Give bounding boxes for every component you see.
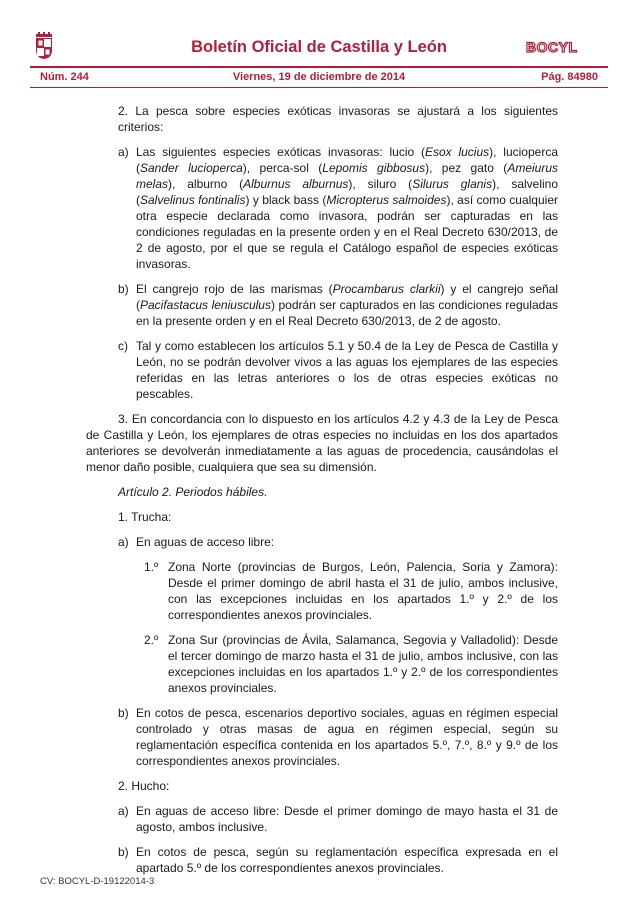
list-item-b bbox=[118, 281, 558, 329]
section-hucho: 2. Hucho: bbox=[118, 779, 170, 793]
item-label: b) bbox=[118, 845, 129, 859]
page-number: Pág. 84980 bbox=[541, 71, 598, 83]
item-text: En aguas de acceso libre: bbox=[136, 535, 275, 549]
page-header bbox=[0, 0, 638, 90]
header-rule-bottom bbox=[30, 87, 608, 88]
hucho-item-b bbox=[118, 844, 558, 876]
trucha-item-b bbox=[118, 705, 558, 769]
paragraph-3: 3. En concordancia con lo dispuesto en los artículos 4.2 y 4.3 de la Ley de Pesca de Castilla y León, los ejemplares de otras especies no incluidas en los dos apartados anteriores se devolverán inmediatamente a las aguas de procedencia, causándolas el menor daño posible, cualquiera que sea su dimensión. bbox=[86, 412, 558, 474]
item-text: El cangrejo rojo de las marismas (Procambarus clarkii) y el cangrejo señal (Pacifastacus leniusculus) podrán ser capturados en las condiciones reguladas en la presente orden y en el Real Decreto 630/2013, de 2 de agosto. bbox=[136, 282, 559, 328]
item-text: En aguas de acceso libre: Desde el primer domingo de mayo hasta el 31 de agosto, ambos inclusive. bbox=[136, 804, 558, 834]
item-text: Las siguientes especies exóticas invasoras: lucio (Esox lucius), lucioperca (Sander lucioperca), perca-sol (Lepomis gibbosus), pez gato (Ameiurus melas), alburno (Alburnus alburnus), siluro (Silurus glanis), salvelino (Salvelinus fontinalis) y black bass (Micropterus salmoides), así como cualquier otra especie declarada como invasora, podrán ser capturadas en las condiciones reguladas en la presente orden y en el Real Decreto 630/2013, de 2 de agosto, por el que se regula el Catálogo español de especies exóticas invasoras. bbox=[136, 145, 559, 271]
issue-number: Núm. 244 bbox=[40, 71, 89, 83]
trucha-item-a bbox=[118, 534, 558, 550]
item-text: En cotos de pesca, según su reglamentación específica expresada en el apartado 5.º de los correspondientes anexos provinciales. bbox=[136, 845, 558, 875]
item-label: a) bbox=[118, 145, 129, 159]
article-heading: Artículo 2. Periodos hábiles. bbox=[118, 485, 268, 499]
item-text: Zona Norte (provincias de Burgos, León, Palencia, Soria y Zamora): Desde el primer domingo de abril hasta el 31 de julio, ambos inclusive, con las excepciones incluidas en los apartados 1.º y 2.º de los correspondientes anexos provinciales. bbox=[168, 560, 558, 622]
item-label: a) bbox=[118, 535, 129, 549]
document-body bbox=[86, 103, 558, 885]
bocyl-logo: BOCYL bbox=[526, 39, 578, 55]
item-text: En cotos de pesca, escenarios deportivo sociales, aguas en régimen especial controlado y otras masas de agua en régimen especial, según su reglamentación específica contenida en los apartados 5.º, 7.º, 8.º y 9.º de los correspondientes anexos provinciales. bbox=[136, 706, 558, 768]
item-label: a) bbox=[118, 804, 129, 818]
item-label: c) bbox=[118, 339, 128, 353]
trucha-subitem-2 bbox=[144, 632, 558, 696]
cv-code: CV: BOCYL-D-19122014-3 bbox=[40, 876, 155, 887]
hucho-item-a bbox=[118, 803, 558, 835]
trucha-subitem-1 bbox=[144, 559, 558, 623]
item-label: 2.º bbox=[144, 633, 159, 647]
bulletin-title: Boletín Oficial de Castilla y León bbox=[191, 38, 447, 56]
item-label: b) bbox=[118, 282, 129, 296]
header-rule bbox=[30, 66, 608, 68]
item-label: b) bbox=[118, 706, 129, 720]
list-item-a bbox=[118, 144, 558, 272]
item-text: Zona Sur (provincias de Ávila, Salamanca, Segovia y Valladolid): Desde el tercer domingo de marzo hasta el 31 de julio, ambos inclusive, con las excepciones incluidas en los apartados 1.º y 2.º de los correspondientes anexos provinciales. bbox=[168, 633, 558, 695]
item-text: Tal y como establecen los artículos 5.1 y 50.4 de la Ley de Pesca de Castilla y León, no se podrán devolver vivos a las aguas los ejemplares de las especies referidas en las letras anteriores o los de otras especies exóticas no pescables. bbox=[136, 339, 558, 401]
paragraph-2: 2. La pesca sobre especies exóticas invasoras se ajustará a los siguientes criterios: bbox=[118, 104, 558, 134]
item-label: 1.º bbox=[144, 560, 159, 574]
issue-date: Viernes, 19 de diciembre de 2014 bbox=[232, 71, 406, 83]
section-trucha: 1. Trucha: bbox=[118, 510, 172, 524]
list-item-c bbox=[118, 338, 558, 402]
